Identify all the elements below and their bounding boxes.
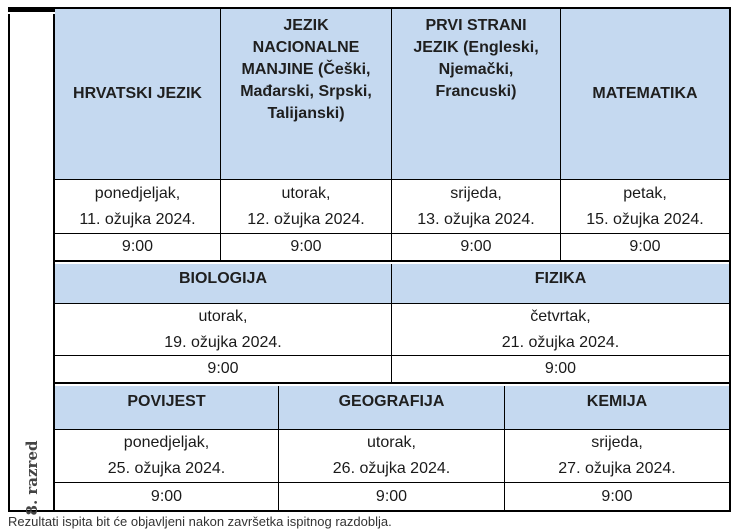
date-cell: ponedjeljak, 25. ožujka 2024. bbox=[55, 430, 279, 483]
date-cell: utorak, 19. ožujka 2024. bbox=[55, 304, 392, 356]
time-cell: 9:00 bbox=[279, 483, 505, 510]
row3-header bbox=[55, 386, 731, 430]
time-cell: 9:00 bbox=[544, 360, 577, 377]
row2-dates bbox=[55, 304, 731, 356]
grade-column bbox=[8, 14, 55, 516]
time-cell: 9:00 bbox=[601, 487, 633, 505]
subject-geografija: GEOGRAFIJA bbox=[279, 386, 505, 430]
date-cell: srijeda, 27. ožujka 2024. bbox=[505, 430, 729, 483]
subject-biologija: BIOLOGIJA bbox=[55, 264, 392, 304]
subject-hrvatski: HRVATSKI JEZIK bbox=[55, 9, 221, 180]
row2-header bbox=[55, 264, 731, 304]
footnote: Rezultati ispita bit će objavljeni nakon završetka ispitnog razdoblja. bbox=[8, 514, 392, 529]
time-cell: 9:00 bbox=[55, 234, 221, 260]
row3-times bbox=[55, 483, 731, 510]
row1-dates bbox=[55, 180, 731, 234]
time-cell: 9:00 bbox=[55, 483, 279, 510]
date-cell: četvrtak, 21. ožujka 2024. bbox=[392, 304, 729, 356]
date-cell: petak, 15. ožujka 2024. bbox=[561, 180, 729, 234]
row3-dates bbox=[55, 430, 731, 483]
time-cell: 9:00 bbox=[55, 356, 392, 382]
subject-strani-jezik: PRVI STRANI JEZIK (Engleski, Njemački, Francuski) bbox=[392, 9, 561, 180]
date-cell: utorak, 26. ožujka 2024. bbox=[279, 430, 505, 483]
time-cell: 9:00 bbox=[221, 234, 392, 260]
date-cell: ponedjeljak, 11. ožujka 2024. bbox=[55, 180, 221, 234]
date-cell: srijeda, 13. ožujka 2024. bbox=[392, 180, 561, 234]
date-cell: utorak, 12. ožujka 2024. bbox=[221, 180, 392, 234]
subject-matematika: MATEMATIKA bbox=[561, 9, 729, 180]
subject-povijest: POVIJEST bbox=[55, 386, 279, 430]
subject-fizika: FIZIKA bbox=[392, 264, 729, 304]
row1-times bbox=[55, 234, 731, 262]
subject-kemija: KEMIJA bbox=[505, 386, 729, 430]
subject-jezik-manjine: JEZIK NACIONALNE MANJINE (Češki, Mađarski, Srpski, Talijanski) bbox=[221, 9, 392, 180]
top-rule-thin bbox=[8, 11, 56, 12]
row2-times bbox=[55, 356, 731, 384]
time-cell: 9:00 bbox=[629, 238, 661, 255]
grade-label: 8. razred bbox=[23, 440, 41, 516]
time-cell: 9:00 bbox=[392, 234, 561, 260]
row1-header bbox=[55, 9, 731, 180]
